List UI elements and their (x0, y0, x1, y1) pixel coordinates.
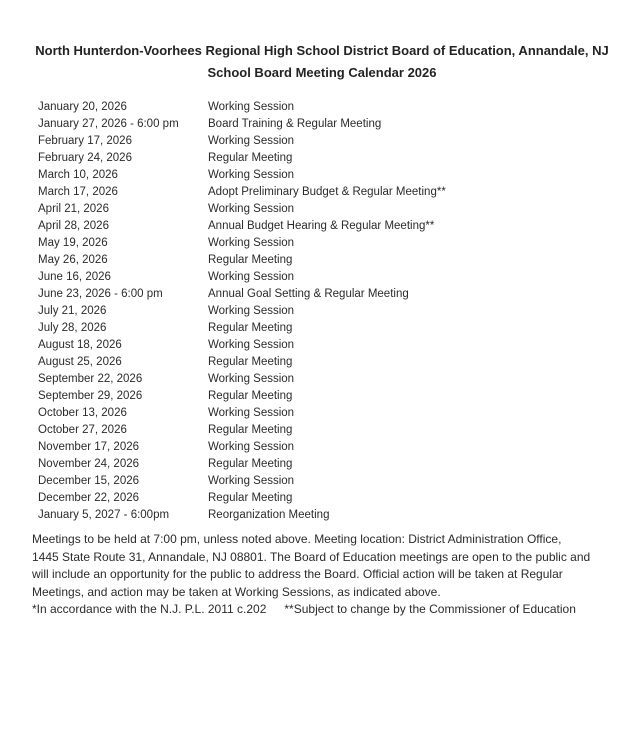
meeting-row (38, 167, 598, 184)
meeting-event: Working Session (208, 305, 295, 317)
meeting-list (38, 99, 598, 524)
page-title-line2: School Board Meeting Calendar 2026 (207, 65, 437, 80)
meeting-event: Adopt Preliminary Budget & Regular Meeting** (208, 186, 446, 198)
meeting-date: May 26, 2026 (38, 254, 108, 266)
meeting-event: Board Training & Regular Meeting (208, 118, 382, 130)
meeting-row (38, 133, 598, 150)
meeting-row (38, 99, 598, 116)
meeting-date: November 17, 2026 (38, 441, 140, 453)
meeting-event: Working Session (208, 237, 295, 249)
note-line: will include an opportunity for the public to address the Board. Official action will be taken at Regular (32, 567, 563, 581)
meeting-date: June 23, 2026 - 6:00 pm (38, 288, 163, 300)
meeting-date: June 16, 2026 (38, 271, 111, 283)
meeting-row (38, 439, 598, 456)
meeting-row (38, 201, 598, 218)
meeting-row (38, 235, 598, 252)
meeting-date: February 17, 2026 (38, 135, 132, 147)
meeting-event: Regular Meeting (208, 424, 293, 436)
meeting-event: Regular Meeting (208, 390, 293, 402)
meeting-row (38, 422, 598, 439)
note-line: Meetings, and action may be taken at Working Sessions, as indicated above. (32, 584, 441, 599)
meeting-event: Working Session (208, 169, 295, 181)
meeting-row (38, 507, 598, 524)
meeting-event: Working Session (208, 407, 295, 419)
meeting-event: Working Session (208, 373, 295, 385)
meeting-row (38, 371, 598, 388)
meeting-date: April 28, 2026 (38, 220, 109, 232)
meeting-date: November 24, 2026 (38, 458, 140, 470)
notes-block (32, 531, 618, 619)
note-line: 1445 State Route 31, Annandale, NJ 08801. The Board of Education meetings are open to the public and (32, 549, 591, 564)
meeting-row (38, 303, 598, 320)
meeting-date: December 15, 2026 (38, 475, 140, 487)
meeting-row (38, 473, 598, 490)
meeting-event: Regular Meeting (208, 322, 293, 334)
meeting-row (38, 354, 598, 371)
footnote-right: **Subject to change by the Commissioner of Education (284, 602, 576, 616)
meeting-date: August 18, 2026 (38, 339, 122, 351)
meeting-row (38, 337, 598, 354)
meeting-row (38, 320, 598, 337)
meeting-date: January 20, 2026 (38, 101, 127, 113)
meeting-event: Working Session (208, 441, 295, 453)
footnote-left: *In accordance with the N.J. P.L. 2011 c.202 (32, 602, 267, 616)
meeting-date: September 29, 2026 (38, 390, 143, 402)
note-line: Meetings to be held at 7:00 pm, unless noted above. Meeting location: District Administration Office, (32, 532, 562, 546)
meeting-row (38, 150, 598, 167)
meeting-row (38, 184, 598, 201)
meeting-event: Regular Meeting (208, 458, 293, 470)
meeting-date: October 27, 2026 (38, 424, 127, 436)
meeting-date: January 5, 2027 - 6:00pm (38, 509, 170, 521)
meeting-row (38, 456, 598, 473)
meeting-row (38, 388, 598, 405)
page-title-line1: North Hunterdon-Voorhees Regional High School District Board of Education, Annandale, NJ (35, 43, 609, 58)
meeting-date: July 28, 2026 (38, 322, 107, 334)
meeting-row (38, 252, 598, 269)
meeting-row (38, 490, 598, 507)
footnote-row (32, 601, 618, 619)
meeting-event: Regular Meeting (208, 492, 293, 504)
meeting-date: April 21, 2026 (38, 203, 109, 215)
meeting-event: Working Session (208, 101, 295, 113)
meeting-event: Working Session (208, 475, 295, 487)
meeting-event: Regular Meeting (208, 254, 293, 266)
meeting-date: August 25, 2026 (38, 356, 122, 368)
page-title (0, 40, 644, 84)
meeting-date: December 22, 2026 (38, 492, 140, 504)
meeting-row (38, 218, 598, 235)
meeting-date: May 19, 2026 (38, 237, 108, 249)
meeting-event: Working Session (208, 203, 295, 215)
meeting-date: July 21, 2026 (38, 305, 107, 317)
meeting-date: March 17, 2026 (38, 186, 118, 198)
meeting-date: January 27, 2026 - 6:00 pm (38, 118, 179, 130)
meeting-event: Working Session (208, 339, 295, 351)
meeting-event: Regular Meeting (208, 356, 293, 368)
meeting-row (38, 286, 598, 303)
meeting-event: Working Session (208, 135, 295, 147)
meeting-row (38, 405, 598, 422)
meeting-event: Annual Budget Hearing & Regular Meeting** (208, 220, 435, 232)
meeting-row (38, 116, 598, 133)
meeting-date: October 13, 2026 (38, 407, 127, 419)
meeting-event: Working Session (208, 271, 295, 283)
meeting-date: March 10, 2026 (38, 169, 118, 181)
meeting-event: Reorganization Meeting (208, 509, 330, 521)
meeting-event: Annual Goal Setting & Regular Meeting (208, 288, 409, 300)
meeting-date: September 22, 2026 (38, 373, 143, 385)
meeting-row (38, 269, 598, 286)
meeting-event: Regular Meeting (208, 152, 293, 164)
meeting-date: February 24, 2026 (38, 152, 132, 164)
notes-paragraph (32, 531, 618, 601)
